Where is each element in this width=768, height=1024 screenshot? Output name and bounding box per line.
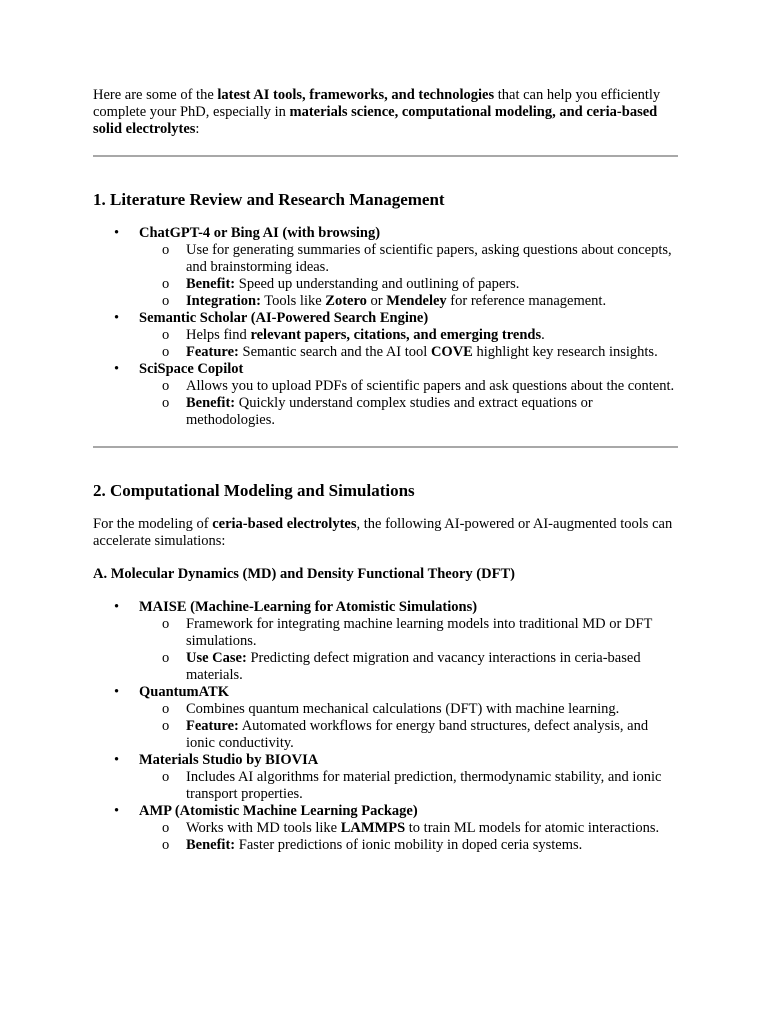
sub-list	[139, 242, 678, 310]
sub-item: o Allows you to upload PDFs of scientific papers and ask questions about the content.	[162, 378, 675, 394]
bullet-icon: •	[114, 361, 120, 377]
sub-item: o Helps find relevant papers, citations, and emerging trends.	[162, 327, 545, 343]
circle-bullet-icon: o	[162, 293, 170, 309]
item-title: ChatGPT-4 or Bing AI (with browsing)	[139, 225, 381, 241]
list-item	[93, 361, 678, 429]
sub-list	[139, 327, 678, 361]
sub-item: o Includes AI algorithms for material prediction, thermodynamic stability, and ionic transport properties.	[162, 769, 662, 802]
sub-list	[139, 378, 678, 429]
list-item	[93, 803, 678, 854]
sub-item: o Benefit: Quickly understand complex studies and extract equations or methodologies.	[162, 395, 593, 428]
bullet-icon: •	[114, 803, 120, 819]
circle-bullet-icon: o	[162, 701, 170, 717]
sub-item: o Feature: Semantic search and the AI tool COVE highlight key research insights.	[162, 344, 658, 360]
divider	[93, 155, 678, 157]
sub-item: o Benefit: Speed up understanding and outlining of papers.	[162, 276, 520, 292]
bullet-icon: •	[114, 599, 120, 615]
bullet-icon: •	[114, 684, 120, 700]
sub-item: o Use for generating summaries of scientific papers, asking questions about concepts, and brainstorming ideas.	[162, 242, 672, 275]
circle-bullet-icon: o	[162, 378, 170, 394]
circle-bullet-icon: o	[162, 718, 170, 734]
sub-item: o Works with MD tools like LAMMPS to train ML models for atomic interactions.	[162, 820, 660, 836]
sub-item: o Benefit: Faster predictions of ionic mobility in doped ceria systems.	[162, 837, 583, 853]
item-title: Semantic Scholar (AI-Powered Search Engine)	[139, 310, 429, 326]
bullet-icon: •	[114, 225, 120, 241]
circle-bullet-icon: o	[162, 769, 170, 785]
circle-bullet-icon: o	[162, 276, 170, 292]
circle-bullet-icon: o	[162, 650, 170, 666]
circle-bullet-icon: o	[162, 344, 170, 360]
sub-item: o Feature: Automated workflows for energy band structures, defect analysis, and ionic conductivity.	[162, 718, 649, 751]
sub-item: o Framework for integrating machine learning models into traditional MD or DFT simulations.	[162, 616, 653, 649]
item-title: AMP (Atomistic Machine Learning Package)	[139, 803, 418, 819]
list-item	[93, 752, 678, 803]
section-2-intro: For the modeling of ceria-based electrolytes, the following AI-powered or AI-augmented tools can accelerate simulations:	[93, 516, 673, 549]
document-content	[93, 87, 678, 854]
sub-item: o Use Case: Predicting defect migration and vacancy interactions in ceria-based materials.	[162, 650, 641, 683]
item-title: MAISE (Machine-Learning for Atomistic Simulations)	[139, 599, 478, 615]
list-item	[93, 684, 678, 752]
circle-bullet-icon: o	[162, 837, 170, 853]
circle-bullet-icon: o	[162, 616, 170, 632]
sub-item: o Combines quantum mechanical calculations (DFT) with machine learning.	[162, 701, 620, 717]
item-title: SciSpace Copilot	[139, 361, 244, 377]
subsection-a-heading: A. Molecular Dynamics (MD) and Density Functional Theory (DFT)	[93, 566, 515, 582]
circle-bullet-icon: o	[162, 327, 170, 343]
circle-bullet-icon: o	[162, 820, 170, 836]
divider	[93, 446, 678, 448]
sub-list	[139, 820, 678, 854]
list-item	[93, 310, 678, 361]
sub-item: o Integration: Tools like Zotero or Mendeley for reference management.	[162, 293, 607, 309]
circle-bullet-icon: o	[162, 242, 170, 258]
sub-list	[139, 616, 678, 684]
bullet-icon: •	[114, 752, 120, 768]
sub-list	[139, 701, 678, 752]
section-1-heading: 1. Literature Review and Research Management	[93, 190, 445, 209]
item-title: QuantumATK	[139, 684, 229, 700]
sub-list	[139, 769, 678, 803]
section-2-list	[93, 599, 678, 854]
circle-bullet-icon: o	[162, 395, 170, 411]
section-1-list	[93, 225, 678, 429]
item-title: Materials Studio by BIOVIA	[139, 752, 319, 768]
section-2-heading: 2. Computational Modeling and Simulations	[93, 481, 415, 500]
bullet-icon: •	[114, 310, 120, 326]
intro-paragraph: Here are some of the latest AI tools, frameworks, and technologies that can help you efficiently complete your PhD, especially in materials science, computational modeling, and ceria-based solid electrolytes:	[93, 87, 661, 137]
list-item	[93, 599, 678, 684]
list-item	[93, 225, 678, 310]
